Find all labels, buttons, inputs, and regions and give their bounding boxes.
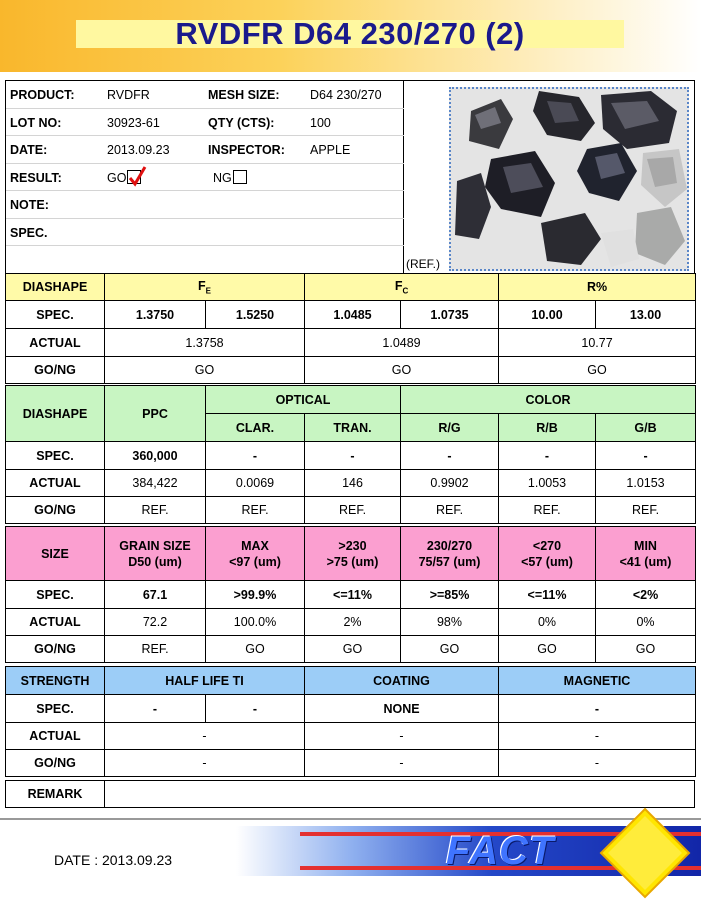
magnetic-gong: - xyxy=(499,750,696,777)
grain-size-header xyxy=(105,527,206,581)
under270-header xyxy=(499,527,596,581)
check-mark-icon xyxy=(127,165,147,187)
spec-row-label: SPEC. xyxy=(6,581,105,609)
coating-actual: - xyxy=(305,723,499,750)
inspector-value: APPLE xyxy=(310,143,351,157)
table-diashape-ratio xyxy=(5,273,696,384)
rb-actual: 1.0053 xyxy=(499,470,596,497)
mesh-size-label: MESH SIZE: xyxy=(208,88,280,102)
half-life-header: HALF LIFE TI xyxy=(105,667,305,695)
table-diashape-optical xyxy=(5,385,696,524)
ref-label: (REF.) xyxy=(406,257,440,271)
tran-actual: 146 xyxy=(305,470,401,497)
min-spec: <2% xyxy=(596,581,696,609)
mesh230-270-l2: 75/57 (um) xyxy=(418,554,481,569)
diamond-grains-image xyxy=(451,89,687,269)
mesh230-270-gong: GO xyxy=(401,636,499,663)
note-label: NOTE: xyxy=(10,198,49,212)
date-value: 2013.09.23 xyxy=(107,143,170,157)
product-value: RVDFR xyxy=(107,88,150,102)
info-section xyxy=(5,80,695,273)
under270-gong: GO xyxy=(499,636,596,663)
fe-gong: GO xyxy=(105,357,305,384)
yellow-diamond-icon xyxy=(598,806,692,900)
mesh230-270-spec: >=85% xyxy=(401,581,499,609)
footer-divider xyxy=(0,818,701,820)
go-label: GO xyxy=(107,170,127,185)
diashape-header: DIASHAPE xyxy=(6,274,105,301)
mesh230-270-header xyxy=(401,527,499,581)
grain-size-gong: REF. xyxy=(105,636,206,663)
gb-gong: REF. xyxy=(596,497,696,524)
spec-row-label: SPEC. xyxy=(6,301,105,329)
clar-spec: - xyxy=(206,442,305,470)
clar-header: CLAR. xyxy=(206,414,305,442)
info-row-lot xyxy=(6,109,404,137)
mesh230-270-l1: 230/270 xyxy=(426,538,473,553)
footer-date: DATE : 2013.09.23 xyxy=(54,852,173,868)
rg-spec: - xyxy=(401,442,499,470)
max-header xyxy=(206,527,305,581)
actual-row-label: ACTUAL xyxy=(6,609,105,636)
gong-row-label: GO/NG xyxy=(6,497,105,524)
gong-row-label: GO/NG xyxy=(6,357,105,384)
gong-row-label: GO/NG xyxy=(6,750,105,777)
grain-size-actual: 72.2 xyxy=(105,609,206,636)
gb-actual: 1.0153 xyxy=(596,470,696,497)
grain-size-spec: 67.1 xyxy=(105,581,206,609)
fe-spec-min: 1.3750 xyxy=(105,301,206,329)
remark-row xyxy=(5,780,695,808)
info-row-note xyxy=(6,191,404,219)
magnetic-actual: - xyxy=(499,723,696,750)
tran-header: TRAN. xyxy=(305,414,401,442)
over230-gong: GO xyxy=(305,636,401,663)
result-ng xyxy=(213,171,247,186)
max-l2: <97 (um) xyxy=(229,554,281,569)
half-life-spec-max: - xyxy=(206,695,305,723)
max-spec: >99.9% xyxy=(206,581,305,609)
result-go xyxy=(107,171,141,186)
info-row-spec xyxy=(6,219,404,247)
spec-label: SPEC. xyxy=(10,225,48,240)
rb-spec: - xyxy=(499,442,596,470)
half-life-spec-min: - xyxy=(105,695,206,723)
min-gong: GO xyxy=(596,636,696,663)
fc-subscript: C xyxy=(402,286,409,296)
fc-spec-min: 1.0485 xyxy=(305,301,401,329)
tran-gong: REF. xyxy=(305,497,401,524)
spec-row-label: SPEC. xyxy=(6,442,105,470)
magnetic-header: MAGNETIC xyxy=(499,667,696,695)
under270-l1: <270 xyxy=(532,538,562,553)
under270-actual: 0% xyxy=(499,609,596,636)
ppc-gong: REF. xyxy=(105,497,206,524)
strength-header: STRENGTH xyxy=(6,667,105,695)
over230-header xyxy=(305,527,401,581)
go-checkbox[interactable] xyxy=(127,170,141,184)
ng-checkbox[interactable] xyxy=(233,170,247,184)
gb-header: G/B xyxy=(596,414,696,442)
mesh230-270-actual: 98% xyxy=(401,609,499,636)
clar-gong: REF. xyxy=(206,497,305,524)
r-gong: GO xyxy=(499,357,696,384)
fe-actual: 1.3758 xyxy=(105,329,305,357)
fe-letter: F xyxy=(198,278,206,293)
over230-actual: 2% xyxy=(305,609,401,636)
over230-l1: >230 xyxy=(338,538,367,553)
color-header: COLOR xyxy=(401,386,696,414)
min-l2: <41 (um) xyxy=(619,554,672,569)
remark-label: REMARK xyxy=(6,781,105,807)
fc-header xyxy=(305,274,499,301)
table-strength xyxy=(5,666,696,777)
fc-gong: GO xyxy=(305,357,499,384)
under270-spec: <=11% xyxy=(499,581,596,609)
info-fields xyxy=(6,81,404,273)
fact-logo-text: FACT xyxy=(446,829,555,873)
actual-row-label: ACTUAL xyxy=(6,329,105,357)
table-size xyxy=(5,526,696,663)
info-row-date xyxy=(6,136,404,164)
product-label: PRODUCT: xyxy=(10,88,75,102)
spec-row-label: SPEC. xyxy=(6,695,105,723)
grain-size-l1: GRAIN SIZE xyxy=(119,538,191,553)
under270-l2: <57 (um) xyxy=(521,554,573,569)
lot-value: 30923-61 xyxy=(107,115,160,130)
min-l1: MIN xyxy=(634,538,657,553)
r-actual: 10.77 xyxy=(499,329,696,357)
page-title: RVDFR D64 230/270 (2) xyxy=(175,16,525,51)
r-spec-min: 10.00 xyxy=(499,301,596,329)
fe-spec-max: 1.5250 xyxy=(206,301,305,329)
grain-size-l2: D50 (um) xyxy=(128,554,182,569)
over230-spec: <=11% xyxy=(305,581,401,609)
ng-label: NG xyxy=(213,170,232,185)
rg-header: R/G xyxy=(401,414,499,442)
max-actual: 100.0% xyxy=(206,609,305,636)
optical-header: OPTICAL xyxy=(206,386,401,414)
rb-header: R/B xyxy=(499,414,596,442)
mesh-size-value: D64 230/270 xyxy=(310,88,382,102)
result-label: RESULT: xyxy=(10,170,62,185)
tran-spec: - xyxy=(305,442,401,470)
reference-photo-area xyxy=(405,81,695,273)
fc-actual: 1.0489 xyxy=(305,329,499,357)
qty-label: QTY (CTS): xyxy=(208,115,275,130)
actual-row-label: ACTUAL xyxy=(6,723,105,750)
min-header xyxy=(596,527,696,581)
fc-spec-max: 1.0735 xyxy=(401,301,499,329)
qty-value: 100 xyxy=(310,115,331,130)
info-row-product xyxy=(6,81,404,109)
ppc-spec: 360,000 xyxy=(105,442,206,470)
gong-row-label: GO/NG xyxy=(6,636,105,663)
coating-header: COATING xyxy=(305,667,499,695)
fe-subscript: E xyxy=(205,286,211,296)
size-header: SIZE xyxy=(6,527,105,581)
ppc-actual: 384,422 xyxy=(105,470,206,497)
date-label: DATE: xyxy=(10,143,48,157)
r-spec-max: 13.00 xyxy=(596,301,696,329)
rg-gong: REF. xyxy=(401,497,499,524)
gb-spec: - xyxy=(596,442,696,470)
min-actual: 0% xyxy=(596,609,696,636)
inspector-label: INSPECTOR: xyxy=(208,143,285,157)
r-percent-header: R% xyxy=(499,274,696,301)
clar-actual: 0.0069 xyxy=(206,470,305,497)
actual-row-label: ACTUAL xyxy=(6,470,105,497)
ppc-header: PPC xyxy=(105,386,206,442)
coating-spec: NONE xyxy=(305,695,499,723)
max-l1: MAX xyxy=(241,538,269,553)
rb-gong: REF. xyxy=(499,497,596,524)
rg-actual: 0.9902 xyxy=(401,470,499,497)
lot-label: LOT NO: xyxy=(10,115,62,130)
half-life-actual: - xyxy=(105,723,305,750)
info-row-result xyxy=(6,164,404,192)
max-gong: GO xyxy=(206,636,305,663)
magnetic-spec: - xyxy=(499,695,696,723)
fe-header xyxy=(105,274,305,301)
fc-letter: F xyxy=(394,278,403,293)
coating-gong: - xyxy=(305,750,499,777)
half-life-gong: - xyxy=(105,750,305,777)
diashape2-header: DIASHAPE xyxy=(6,386,105,442)
diamond-grains-photo xyxy=(449,87,689,271)
over230-l2: >75 (um) xyxy=(326,554,379,569)
